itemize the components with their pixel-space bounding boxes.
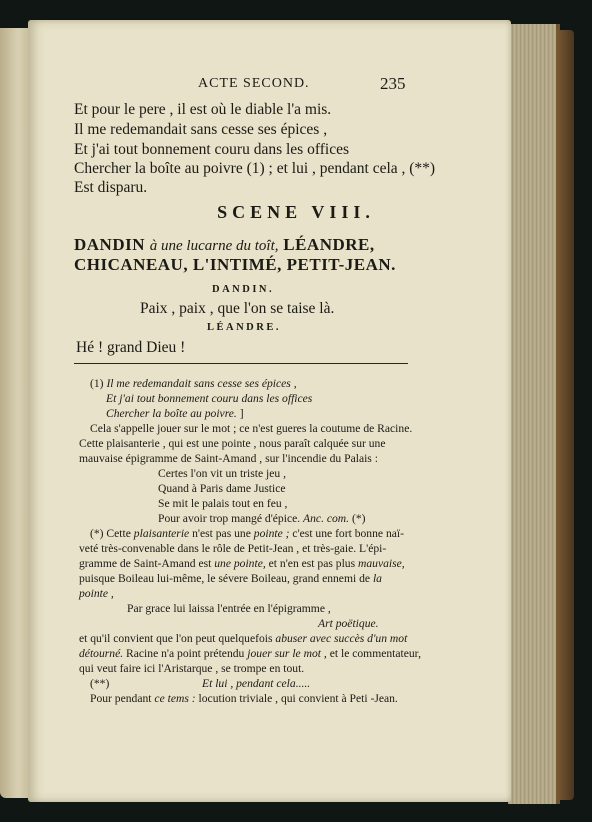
footnote-rule — [74, 363, 408, 364]
dialogue-line: Hé ! grand Dieu ! — [76, 339, 186, 356]
verse-line: Il me redemandait sans cesse ses épices , — [74, 121, 328, 138]
source-citation: Art poëtique. — [318, 617, 379, 630]
cast-name: DANDIN — [74, 235, 145, 254]
source-citation: Anc. com. — [303, 512, 350, 525]
epigram-line: Se mit le palais tout en feu , — [158, 497, 288, 510]
facing-page-edge — [0, 28, 30, 798]
page-edges — [508, 24, 560, 804]
footnote-text: et qu'il convient que l'on peut quelquefois abuser avec succès d'un mot — [79, 632, 408, 645]
cast-line-1 — [74, 235, 375, 255]
verse-line: Est disparu. — [74, 179, 148, 196]
scene-title: SCENE VIII. — [217, 202, 375, 222]
speaker-label: DANDIN. — [212, 284, 275, 295]
footnote-text: (*) Cette plaisanterie n'est pas une pointe ; c'est une fort bonne naï- — [90, 527, 404, 540]
epigram-line: Certes l'on vit un triste jeu , — [158, 467, 286, 480]
footnote-text: détourné. Racine n'a point prétendu jouer sur le mot , et le commentateur, — [79, 647, 421, 660]
epigram-line: Pour avoir trop mangé d'épice. Anc. com. (*) — [158, 512, 366, 525]
footnote-text: puisque Boileau lui-même, le sévere Boileau, grand ennemi de la — [79, 572, 382, 585]
verse-line: Chercher la boîte au poivre (1) ; et lui , pendant cela , (**) — [74, 160, 436, 177]
verse-line: Et pour le pere , il est où le diable l'a mis. — [74, 101, 332, 118]
footnote-quote: Chercher la boîte au poivre. ] — [106, 407, 244, 420]
footnote-quote: Et j'ai tout bonnement couru dans les offices — [106, 392, 313, 405]
dialogue-line: Paix , paix , que l'on se taise là. — [140, 300, 335, 317]
footnote-quote: Et lui , pendant cela..... — [202, 677, 311, 690]
page-number: 235 — [380, 74, 406, 93]
running-title: ACTE SECOND. — [198, 76, 310, 91]
footnote-text: qui veut faire ici l'Aristarque , se trompe en tout. — [79, 662, 305, 675]
footnote-quote: (1) Il me redemandait sans cesse ses épices , — [90, 377, 297, 390]
cast-name: LÉANDRE, — [283, 235, 375, 254]
footnote-text: Cette plaisanterie , qui est une pointe , nous paraît calquée sur une — [79, 437, 386, 450]
footnote-text: mauvaise épigramme de Saint-Amand , sur l'incendie du Palais : — [79, 452, 378, 465]
footnote-text: pointe , — [79, 587, 114, 600]
speaker-label: LÉANDRE. — [207, 322, 281, 333]
footnote-marker: (**) — [90, 677, 110, 690]
footnote-text: veté très-convenable dans le rôle de Petit-Jean , et très-gaie. L'épi- — [79, 542, 387, 555]
footnote-marker: (1) — [90, 377, 104, 390]
cast-line-2: CHICANEAU, L'INTIMÉ, PETIT-JEAN. — [74, 255, 396, 274]
stage-direction: à une lucarne du toît, — [149, 238, 279, 254]
epigram-line: Quand à Paris dame Justice — [158, 482, 286, 495]
verse-line: Et j'ai tout bonnement couru dans les offices — [74, 141, 349, 158]
footnote-text: Pour pendant ce tems : locution triviale , qui convient à Peti -Jean. — [90, 692, 398, 705]
quoted-verse: Par grace lui laissa l'entrée en l'épigramme , — [127, 602, 331, 615]
footnote-text: Cela s'appelle jouer sur le mot ; ce n'est gueres la coutume de Racine. — [90, 422, 413, 435]
book-cover-edge — [556, 30, 574, 800]
footnote-text: gramme de Saint-Amand est une pointe, et n'en est pas plus mauvaise, — [79, 557, 405, 570]
